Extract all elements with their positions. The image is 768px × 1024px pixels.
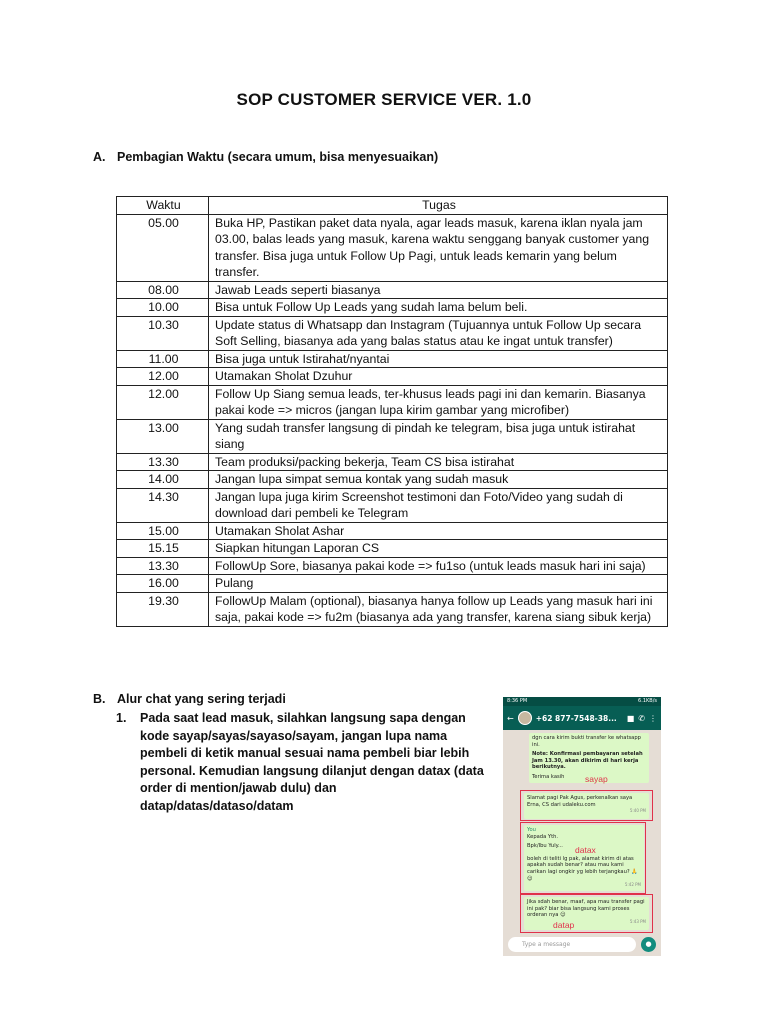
table-row bbox=[117, 281, 668, 299]
cell-waktu: 19.30 bbox=[117, 592, 209, 626]
label-datax: datax bbox=[575, 845, 596, 855]
table-row bbox=[117, 522, 668, 540]
status-time: 8:36 PM bbox=[507, 698, 528, 704]
table-row bbox=[117, 299, 668, 317]
cell-waktu: 14.00 bbox=[117, 471, 209, 489]
message-time: 5:42 PM bbox=[624, 882, 641, 888]
video-call-icon: ■ bbox=[626, 713, 635, 723]
cell-tugas: Siapkan hitungan Laporan CS bbox=[209, 540, 668, 558]
table-row bbox=[117, 214, 668, 281]
cell-tugas: Bisa juga untuk Istirahat/nyantai bbox=[209, 350, 668, 368]
message-text: boleh di teliti lg pak, alamat kirim di atas apakah sudah benar? atau mau kami carikan lagi ongkir yg lebih terjangkau? 🙏😊 bbox=[527, 855, 638, 882]
table-row bbox=[117, 557, 668, 575]
cell-waktu: 15.00 bbox=[117, 522, 209, 540]
table-row bbox=[117, 385, 668, 419]
cell-tugas: Utamakan Sholat Dzuhur bbox=[209, 368, 668, 386]
cell-tugas: Yang sudah transfer langsung di pindah ke telegram, bisa juga untuk istirahat siang bbox=[209, 419, 668, 453]
section-b-heading bbox=[93, 692, 286, 706]
contact-name: +62 877-7548-38... bbox=[535, 713, 617, 723]
highlight-box bbox=[520, 894, 653, 933]
message-time: 5:40 PM bbox=[629, 808, 646, 814]
page-title: SOP CUSTOMER SERVICE VER. 1.0 bbox=[236, 90, 532, 109]
cell-tugas: Utamakan Sholat Ashar bbox=[209, 522, 668, 540]
table-row bbox=[117, 540, 668, 558]
message-text: Terima kasih bbox=[532, 773, 565, 780]
table-row bbox=[117, 453, 668, 471]
message-text: Jika sdah benar, maaf, apa mau transfer pagi ini pak? biar bisa langsung kami proses orderan nya 😊 bbox=[527, 899, 645, 919]
message-text: dgn cara kirim bukti transfer ke whatsapp ini. bbox=[532, 735, 641, 748]
cell-waktu: 12.00 bbox=[117, 368, 209, 386]
cell-tugas: Jangan lupa juga kirim Screenshot testimoni dan Foto/Video yang sudah di download dari pembeli ke Telegram bbox=[209, 488, 668, 522]
table-header-row bbox=[117, 197, 668, 215]
phone-call-icon: ✆ bbox=[638, 713, 645, 723]
cell-tugas: Buka HP, Pastikan paket data nyala, agar leads masuk, karena iklan nyala jam 03.00, balas leads yang masuk, karena waktu senggang banyak customer yang transfer. Bisa juga untuk Follow Up Pagi, untuk leads kemarin yang belum transfer. bbox=[209, 214, 668, 281]
message-text: Kepada Yth. bbox=[527, 833, 559, 840]
table-row bbox=[117, 488, 668, 522]
schedule-table bbox=[116, 196, 668, 627]
cell-waktu: 16.00 bbox=[117, 575, 209, 593]
cell-tugas: Team produksi/packing bekerja, Team CS bisa istirahat bbox=[209, 453, 668, 471]
cell-waktu: 05.00 bbox=[117, 214, 209, 281]
cell-waktu: 13.00 bbox=[117, 419, 209, 453]
table-row bbox=[117, 368, 668, 386]
message-text: Slamat pagi Pak Agus, perkenalkan saya Erna, CS dari udaleku.com bbox=[527, 795, 633, 808]
section-a-heading bbox=[93, 150, 438, 164]
label-sayap: sayap bbox=[585, 774, 608, 784]
section-a-text: Pembagian Waktu (secara umum, bisa menyesuaikan) bbox=[117, 150, 439, 164]
table-row bbox=[117, 316, 668, 350]
highlight-box bbox=[520, 822, 646, 894]
cell-waktu: 13.30 bbox=[117, 557, 209, 575]
cell-tugas: Jangan lupa simpat semua kontak yang sudah masuk bbox=[209, 471, 668, 489]
cell-tugas: Update status di Whatsapp dan Instagram (Tujuannya untuk Follow Up secara Soft Selling, biasanya ada yang balas status atau ke ingat untuk transfer) bbox=[209, 316, 668, 350]
chat-screenshot bbox=[503, 697, 661, 956]
cell-tugas: Pulang bbox=[209, 575, 668, 593]
status-right: 6.1KB/s bbox=[638, 698, 657, 704]
cell-waktu: 10.30 bbox=[117, 316, 209, 350]
table-row bbox=[117, 350, 668, 368]
table-row bbox=[117, 419, 668, 453]
chat-header bbox=[503, 706, 661, 730]
list-item-number: 1. bbox=[116, 711, 127, 725]
avatar bbox=[518, 711, 532, 725]
header-waktu: Waktu bbox=[117, 197, 209, 215]
cell-waktu: 15.15 bbox=[117, 540, 209, 558]
back-arrow-icon: ← bbox=[507, 713, 514, 723]
list-item-text: Pada saat lead masuk, silahkan langsung sapa dengan kode sayap/sayas/sayaso/sayam, jangan lupa nama pembeli di ketik manual sesuai nama pembeli biar lebih personal. Kemudian langsung dilanjut dengan datax (data order di mention/jawab dulu) dan datap/datas/dataso/datam bbox=[140, 711, 484, 813]
cell-tugas: Jawab Leads seperti biasanya bbox=[209, 281, 668, 299]
message-time: 5:43 PM bbox=[629, 918, 646, 924]
cell-waktu: 13.30 bbox=[117, 453, 209, 471]
cell-waktu: 10.00 bbox=[117, 299, 209, 317]
header-tugas: Tugas bbox=[209, 197, 668, 215]
cell-tugas: FollowUp Sore, biasanya pakai kode => fu1so (untuk leads masuk hari ini saja) bbox=[209, 557, 668, 575]
message-text: You bbox=[527, 827, 536, 833]
cell-tugas: Follow Up Siang semua leads, ter-khusus leads pagi ini dan kemarin. Biasanya pakai kode => micros (jangan lupa kirim gambar yang microfiber) bbox=[209, 385, 668, 419]
table-row bbox=[117, 471, 668, 489]
mic-icon: ● bbox=[641, 937, 656, 952]
message-text: Note: Konfirmasi pembayaran setelah Jam 13.30, akan dikirim di hari kerja berikutnya. bbox=[532, 751, 643, 771]
cell-waktu: 11.00 bbox=[117, 350, 209, 368]
section-b-label: B. bbox=[93, 692, 106, 706]
section-b-text: Alur chat yang sering terjadi bbox=[117, 692, 286, 706]
table-row bbox=[117, 575, 668, 593]
menu-dots-icon: ⋮ bbox=[649, 713, 657, 723]
phone-status-bar bbox=[503, 697, 661, 706]
table-row bbox=[117, 592, 668, 626]
cell-waktu: 14.30 bbox=[117, 488, 209, 522]
cell-waktu: 12.00 bbox=[117, 385, 209, 419]
cell-waktu: 08.00 bbox=[117, 281, 209, 299]
message-input: Type a message bbox=[508, 937, 636, 952]
cell-tugas: FollowUp Malam (optional), biasanya hanya follow up Leads yang masuk hari ini saja, pakai kode => fu2m (biasanya ada yang transfer, karena siang sibuk kerja) bbox=[209, 592, 668, 626]
section-a-label: A. bbox=[93, 150, 106, 164]
highlight-box bbox=[520, 790, 653, 821]
cell-tugas: Bisa untuk Follow Up Leads yang sudah lama belum beli. bbox=[209, 299, 668, 317]
label-datap: datap bbox=[553, 920, 575, 930]
message-text: Bpk/Ibu Yuly... bbox=[527, 843, 563, 850]
